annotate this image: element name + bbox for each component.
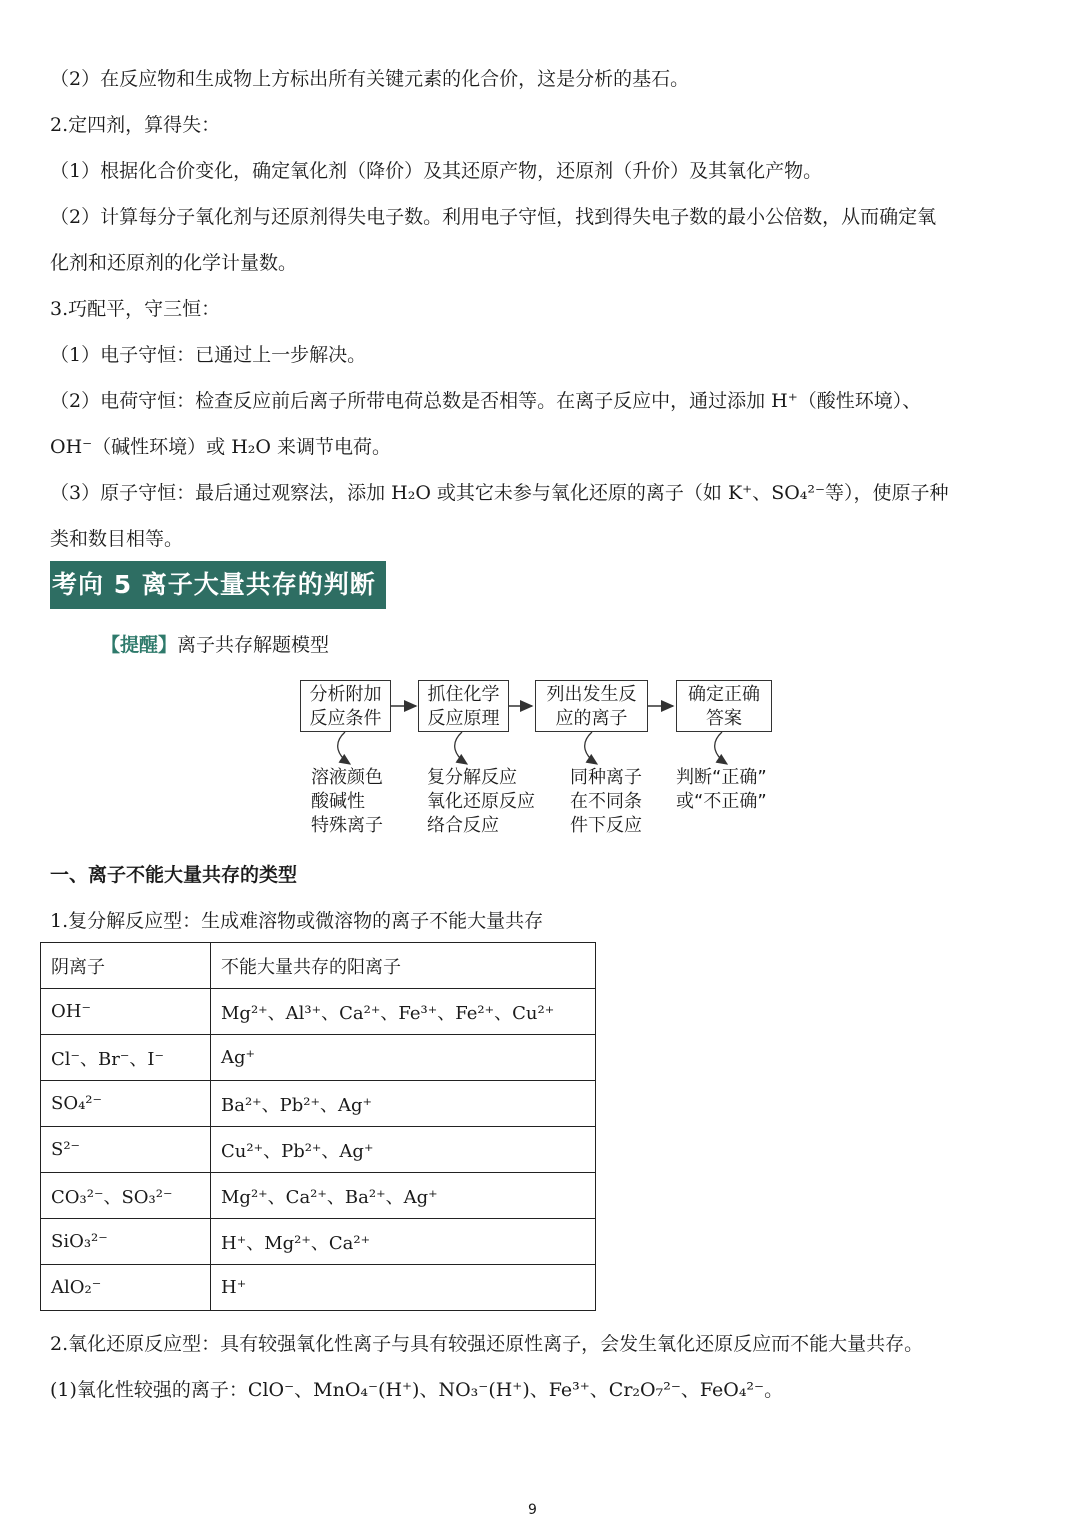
table-cell: SiO₃²⁻ — [41, 1219, 211, 1265]
section-heading: 一、离子不能大量共存的类型 — [50, 864, 298, 886]
table-row — [41, 989, 596, 1035]
flow-sub-3: 同种离子 在不同条 件下反应 — [570, 767, 642, 836]
paragraph-5: 化剂和还原剂的化学计量数。 — [50, 252, 298, 274]
table-cell: Cl⁻、Br⁻、I⁻ — [41, 1035, 211, 1081]
paragraph-6: 3.巧配平，守三恒： — [50, 298, 221, 320]
paragraph-after-2: (1)氧化性较强的离子：ClO⁻、MnO₄⁻(H⁺)、NO₃⁻(H⁺)、Fe³⁺、Cr₂O₇²⁻、FeO₄²⁻。 — [50, 1379, 784, 1401]
table-header-cell: 阴离子 — [41, 943, 211, 989]
paragraph-3: （1）根据化合价变化，确定氧化剂（降价）及其还原产物，还原剂（升价）及其氧化产物。 — [50, 160, 823, 182]
table-row — [41, 1219, 596, 1265]
tip-text: 离子共存解题模型 — [177, 634, 330, 656]
table-header-row — [41, 943, 596, 989]
table-cell: Mg²⁺、Ca²⁺、Ba²⁺、Ag⁺ — [211, 1173, 596, 1219]
flow-box-3-text: 列出发生反 应的离子 — [546, 684, 637, 729]
paragraph-8: （2）电荷守恒：检查反应前后离子所带电荷总数是否相等。在离子反应中，通过添加 H⁺（酸性环境）、 — [50, 390, 922, 412]
table-cell: AlO₂⁻ — [41, 1265, 211, 1311]
flow-sub-1: 溶液颜色 酸碱性 特殊离子 — [311, 767, 383, 836]
table-row — [41, 1265, 596, 1311]
table-row — [41, 1173, 596, 1219]
table-row — [41, 1035, 596, 1081]
table-cell: Ag⁺ — [211, 1035, 596, 1081]
flow-box-3 — [535, 680, 648, 732]
table-cell: S²⁻ — [41, 1127, 211, 1173]
page-number: 9 — [528, 1502, 537, 1518]
table-cell: H⁺、Mg²⁺、Ca²⁺ — [211, 1219, 596, 1265]
ion-table — [40, 942, 596, 1311]
table-row — [41, 1127, 596, 1173]
paragraph-after-1: 2.氧化还原反应型：具有较强氧化性离子与具有较强还原性离子，会发生氧化还原反应而不能大量共存。 — [50, 1333, 924, 1355]
table-cell: SO₄²⁻ — [41, 1081, 211, 1127]
table-cell: Cu²⁺、Pb²⁺、Ag⁺ — [211, 1127, 596, 1173]
flow-box-1 — [300, 680, 391, 732]
flow-box-4 — [676, 680, 772, 732]
paragraph-10: （3）原子守恒：最后通过观察法，添加 H₂O 或其它未参与氧化还原的离子（如 K⁺、SO₄²⁻等），使原子种 — [50, 482, 949, 504]
paragraph-11: 类和数目相等。 — [50, 528, 184, 550]
table-intro: 1.复分解反应型：生成难溶物或微溶物的离子不能大量共存 — [50, 910, 544, 932]
flow-box-4-text: 确定正确 答案 — [688, 684, 760, 729]
table-cell: OH⁻ — [41, 989, 211, 1035]
paragraph-7: （1）电子守恒：已通过上一步解决。 — [50, 344, 367, 366]
flow-curve-4 — [715, 732, 727, 764]
tip-tag: 【提醒】 — [101, 634, 178, 656]
paragraph-1: （2）在反应物和生成物上方标出所有关键元素的化合价，这是分析的基石。 — [50, 68, 690, 90]
flow-sub-4: 判断“正确” 或“不正确” — [676, 767, 767, 812]
table-cell: CO₃²⁻、SO₃²⁻ — [41, 1173, 211, 1219]
section-banner: 考向 5 离子大量共存的判断 — [50, 561, 386, 609]
table-header-cell: 不能大量共存的阳离子 — [211, 943, 596, 989]
flow-curve-1 — [338, 732, 350, 764]
table-cell: H⁺ — [211, 1265, 596, 1311]
flow-curve-2 — [455, 732, 467, 764]
table-cell: Mg²⁺、Al³⁺、Ca²⁺、Fe³⁺、Fe²⁺、Cu²⁺ — [211, 989, 596, 1035]
flow-curve-3 — [585, 732, 597, 764]
flow-box-2-text: 抓住化学 反应原理 — [427, 684, 500, 729]
table-row — [41, 1081, 596, 1127]
paragraph-4: （2）计算每分子氧化剂与还原剂得失电子数。利用电子守恒，找到得失电子数的最小公倍数，从而确定氧 — [50, 206, 937, 228]
flow-box-1-text: 分析附加 反应条件 — [309, 684, 382, 729]
paragraph-9: OH⁻（碱性环境）或 H₂O 来调节电荷。 — [50, 436, 392, 458]
table-cell: Ba²⁺、Pb²⁺、Ag⁺ — [211, 1081, 596, 1127]
paragraph-2: 2.定四剂，算得失： — [50, 114, 221, 136]
flow-box-2 — [418, 680, 509, 732]
flow-sub-2: 复分解反应 氧化还原反应 络合反应 — [427, 767, 535, 836]
